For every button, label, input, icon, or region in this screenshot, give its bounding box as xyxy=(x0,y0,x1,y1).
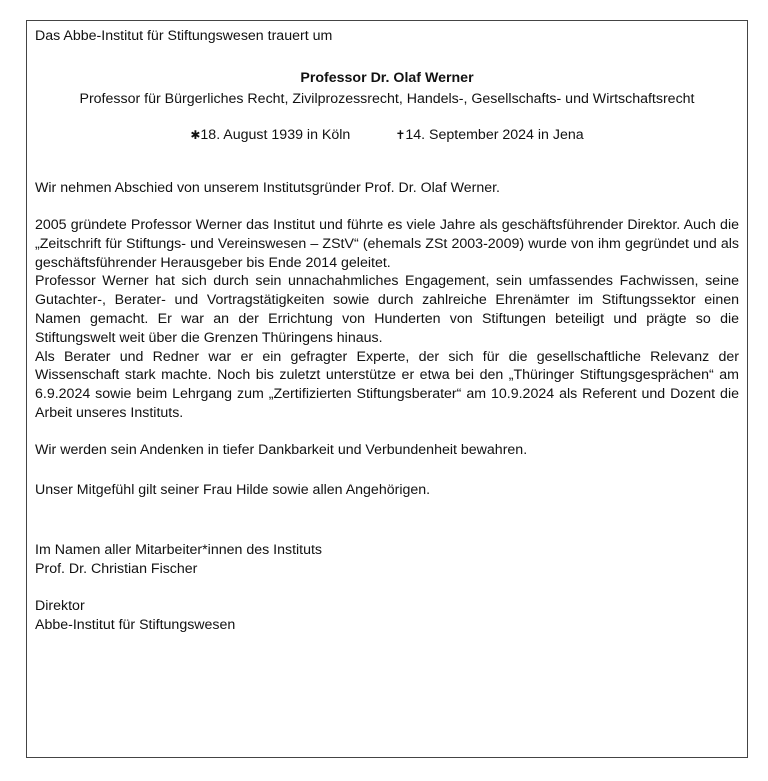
deceased-name: Professor Dr. Olaf Werner xyxy=(300,69,474,86)
signer-name: Prof. Dr. Christian Fischer xyxy=(35,561,198,578)
signoff-line: Im Namen aller Mitarbeiter*innen des Instituts xyxy=(35,542,323,559)
signer-organization: Abbe-Institut für Stiftungswesen xyxy=(35,616,236,633)
intro-line: Das Abbe-Institut für Stiftungswesen trauert um xyxy=(35,28,333,44)
tribute-paragraph: 2005 gründete Professor Werner das Institut und führte es viele Jahre als geschäftsführender Direktor. Auch die „Zeitschrift für Stiftungs- und Vereinswesen – ZStV“ (ehemals ZSt 2003-2009) wurde von ihm gegründet und als geschäftsführender Herausgeber bis Ende 2014 geleitet. xyxy=(35,216,739,271)
obituary-notice xyxy=(26,20,748,758)
sympathy-line: Unser Mitgefühl gilt seiner Frau Hilde sowie allen Angehörigen. xyxy=(35,481,431,498)
signer-title-block xyxy=(35,597,739,635)
farewell-line: Wir nehmen Abschied von unserem Institutsgründer Prof. Dr. Olaf Werner. xyxy=(35,180,500,197)
signer-title: Direktor xyxy=(35,597,85,614)
tribute-paragraph: Professor Werner hat sich durch sein unnachahmliches Engagement, sein umfassendes Fachwissen, seine Gutachter-, Berater- und Vortragstätigkeiten sowie durch zahlreiche Ehrenämter im Stiftungssektor einen Namen gemacht. Er war an der Errichtung von Hunderten von Stiftungen beteiligt und prägte so die Stiftungswelt weit über die Grenzen Thüringens hinaus. xyxy=(35,273,739,346)
death-cross-icon: ✝ xyxy=(395,128,406,143)
remembrance-line: Wir werden sein Andenken in tiefer Dankbarkeit und Verbundenheit bewahren. xyxy=(35,441,528,458)
birth-date: 18. August 1939 in Köln xyxy=(200,127,351,144)
death-date: 14. September 2024 in Jena xyxy=(405,127,584,144)
tribute-text xyxy=(35,216,739,423)
deceased-subtitle: Professor für Bürgerliches Recht, Zivilprozessrecht, Handels-, Gesellschafts- und Wirtschaftsrecht xyxy=(79,90,695,107)
life-dates xyxy=(35,126,739,145)
birth-star-icon: ✱ xyxy=(190,128,201,143)
signature-block xyxy=(35,541,739,579)
tribute-paragraph: Als Berater und Redner war er ein gefragter Experte, der sich für die gesellschaftliche Relevanz der Wissenschaft stark machte. Noch bis zuletzt unterstütze er etwa bei den „Thüringer Stiftungsgesprächen“ am 6.9.2024 sowie beim Lehrgang zum „Zertifizierten Stiftungsberater“ am 10.9.2024 als Referent und Dozent die Arbeit unseres Instituts. xyxy=(35,348,739,421)
